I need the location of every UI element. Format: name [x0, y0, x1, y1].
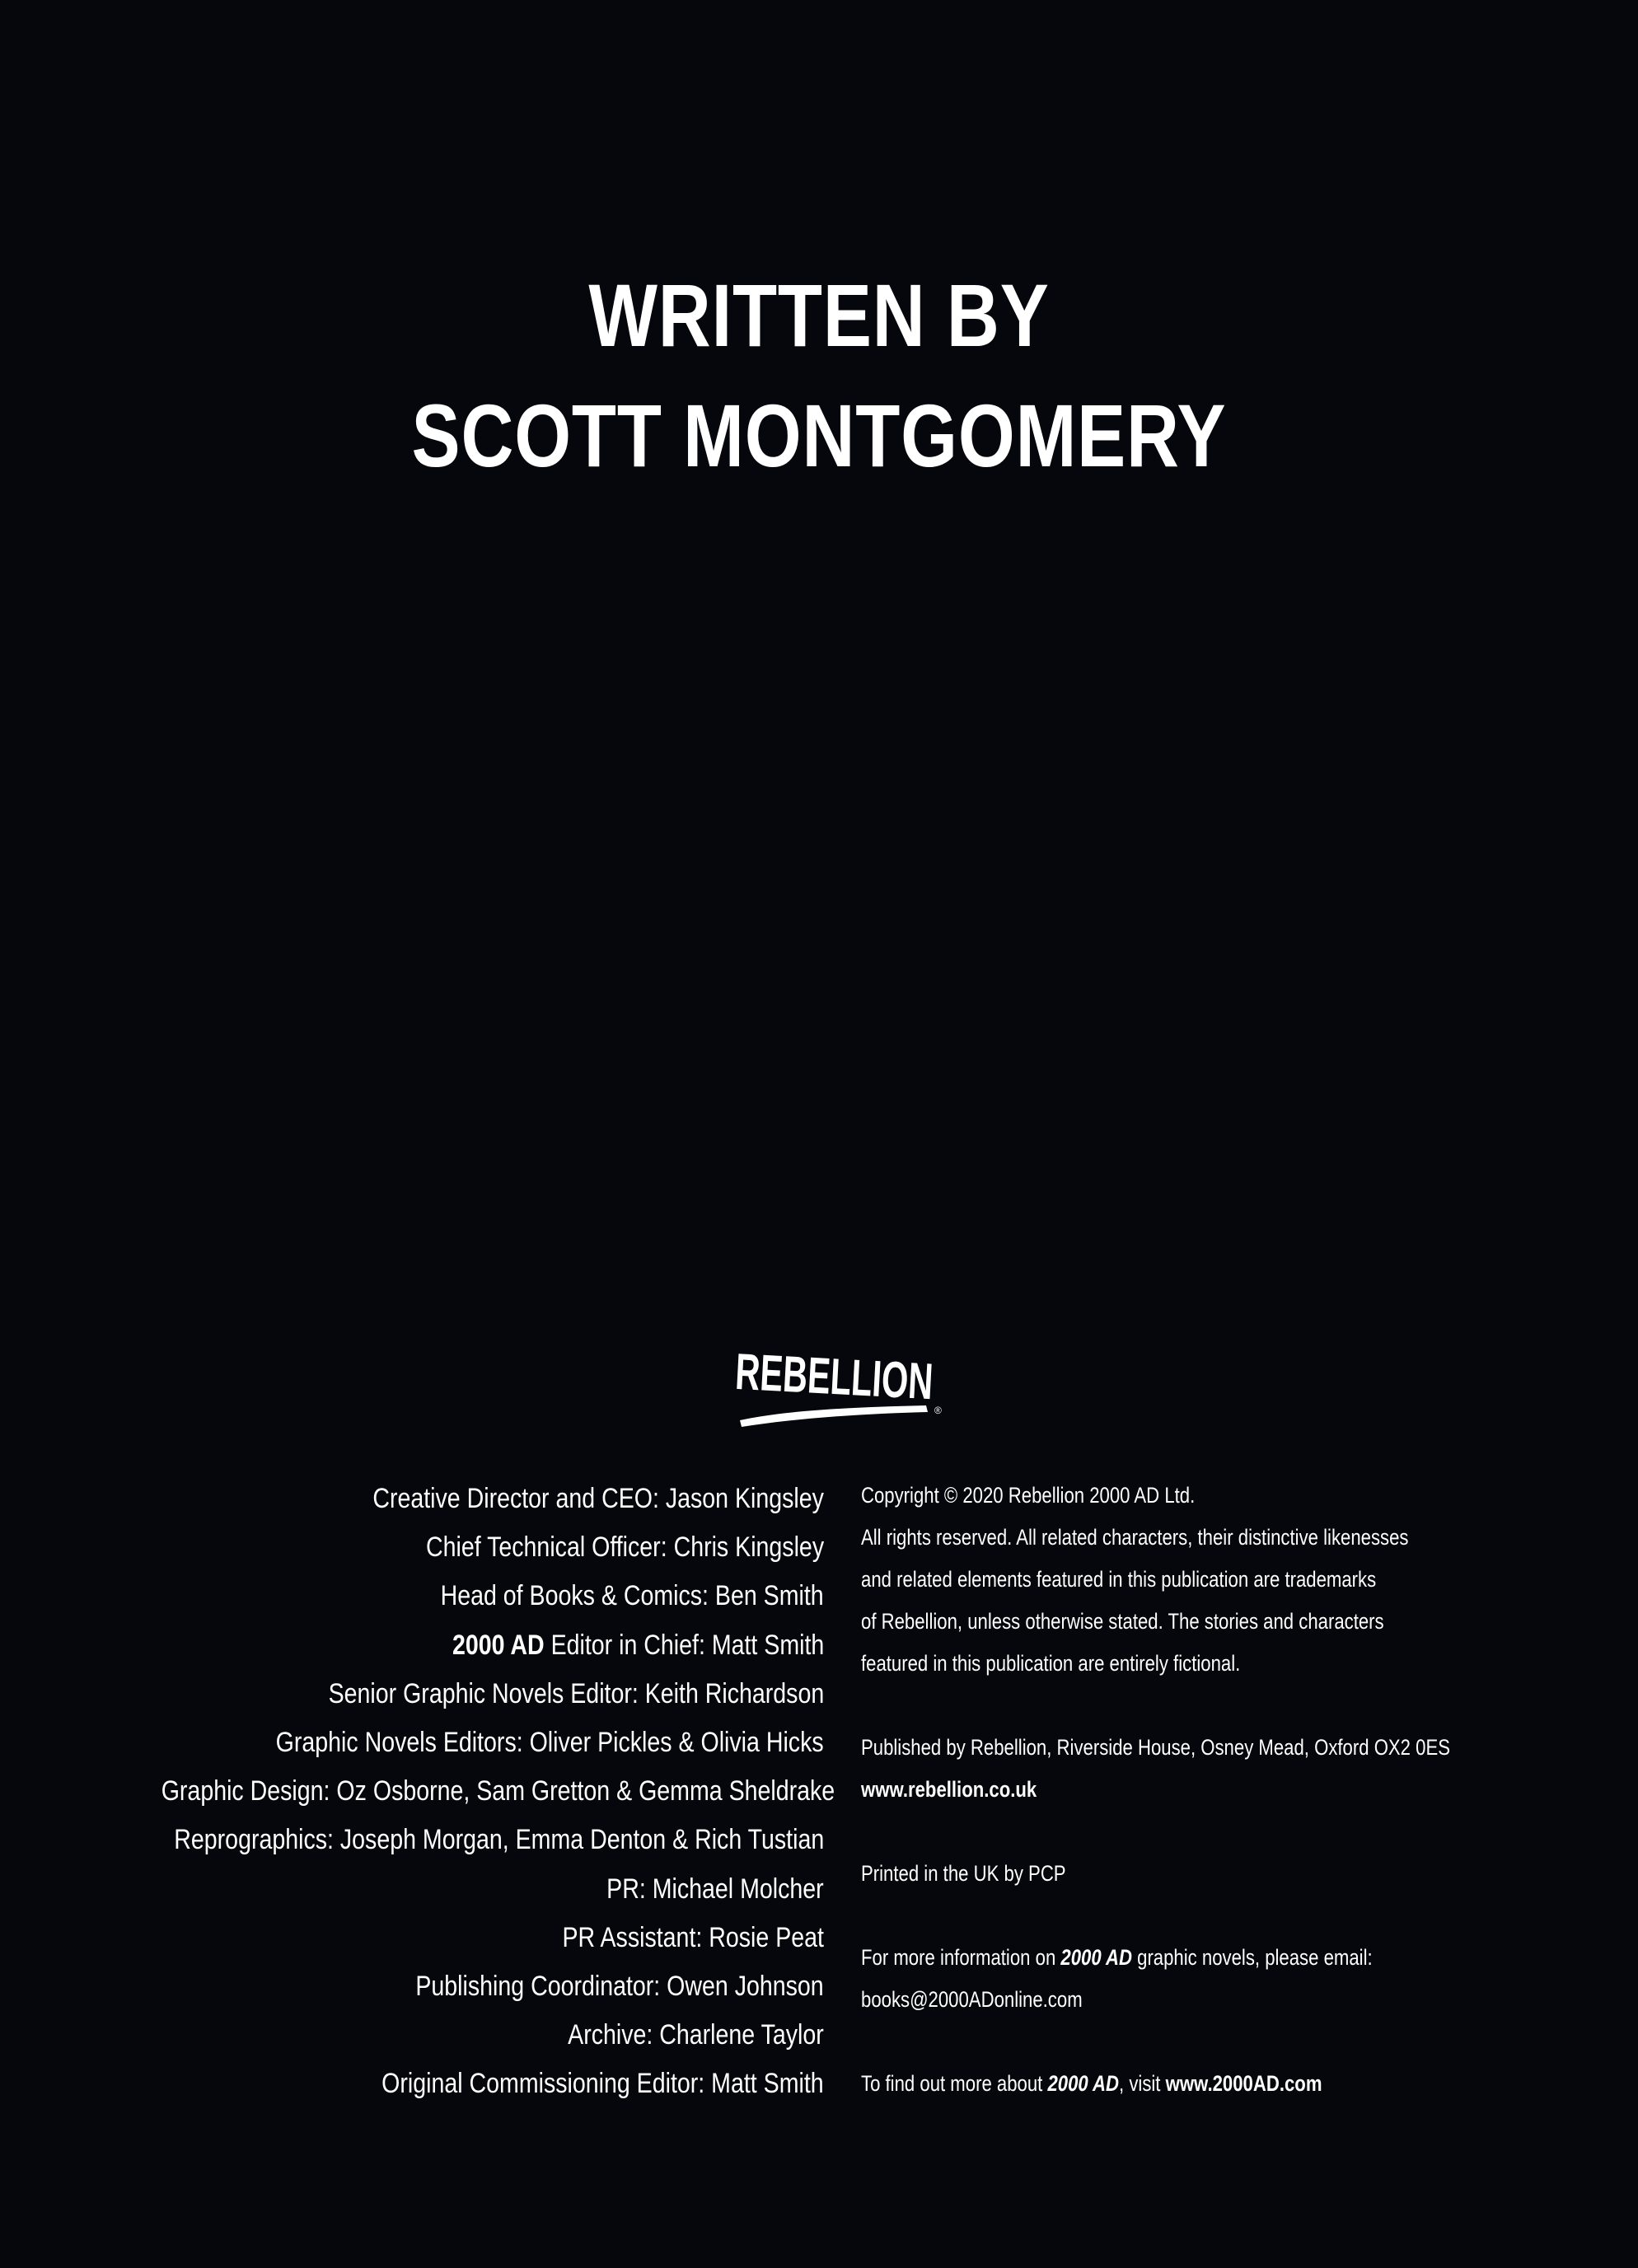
- credit-line: [452, 1621, 824, 1670]
- credit-line: [382, 2060, 824, 2108]
- credit-text: Chief Technical Officer: Chris Kingsley: [425, 1531, 824, 1564]
- credit-text: Creative Director and CEO: Jason Kingsley: [372, 1483, 824, 1514]
- credit-text: Graphic Design: Oz Osborne, Sam Gretton & Gemma Sheldrake: [161, 1775, 835, 1807]
- rights-line-1: All rights reserved. All related characters, their distinctive likenesses: [861, 1525, 1409, 1550]
- rights-line-3: of Rebellion, unless otherwise stated. The stories and characters: [861, 1609, 1384, 1634]
- credit-line: [161, 1767, 835, 1816]
- rebellion-logo: [728, 1335, 943, 1433]
- brand-2000ad: 2000 AD: [1047, 2071, 1120, 2096]
- credit-prefix-brand: 2000 AD: [452, 1629, 545, 1661]
- brand-2000ad: 2000 AD: [1060, 1945, 1132, 1970]
- printer-line: Printed in the UK by PCP: [861, 1861, 1066, 1886]
- 2000ad-website-link[interactable]: www.2000AD.com: [1165, 2071, 1322, 2096]
- contact-email-link[interactable]: books@2000ADonline.com: [861, 1987, 1083, 2012]
- credit-text: Archive: Charlene Taylor: [568, 2019, 824, 2051]
- title-line-author: SCOTT MONTGOMERY: [411, 386, 1227, 485]
- publication-info: [861, 1475, 1619, 2105]
- credit-text: Editor in Chief: Matt Smith: [544, 1629, 824, 1661]
- credit-line: [563, 1914, 824, 1962]
- rebellion-website-link[interactable]: www.rebellion.co.uk: [861, 1777, 1037, 1802]
- rebellion-logo-registered-mark: ®: [934, 1405, 942, 1416]
- rights-line-2: and related elements featured in this publication are trademarks: [861, 1567, 1377, 1592]
- find-out-more-line: To find out more about 2000 AD, visit www.2000AD.com: [861, 2071, 1322, 2096]
- credit-text: PR Assistant: Rosie Peat: [562, 1921, 824, 1953]
- credit-text: Reprographics: Joseph Morgan, Emma Denton & Rich Tustian: [174, 1824, 824, 1856]
- publisher-address: Published by Rebellion, Riverside House, Osney Mead, Oxford OX2 0ES: [861, 1735, 1450, 1760]
- copyright-line: Copyright © 2020 Rebellion 2000 AD Ltd.: [861, 1483, 1196, 1508]
- credit-line: [276, 1719, 824, 1767]
- credit-line: [372, 1475, 824, 1523]
- credit-line: [426, 1523, 824, 1572]
- credit-line: [441, 1572, 824, 1620]
- more-info-line: For more information on 2000 AD graphic novels, please email:: [861, 1945, 1373, 1970]
- credit-text: Graphic Novels Editors: Oliver Pickles & Olivia Hicks: [276, 1727, 824, 1759]
- credit-line: [568, 2011, 824, 2060]
- credit-line: [328, 1670, 824, 1719]
- title-line-written-by: WRITTEN BY: [588, 265, 1050, 365]
- rebellion-logo-graphic: [728, 1335, 943, 1433]
- credit-line: [174, 1816, 824, 1864]
- credit-line: [607, 1865, 824, 1914]
- credit-text: Senior Graphic Novels Editor: Keith Richardson: [328, 1677, 824, 1709]
- rights-line-4: featured in this publication are entirely fictional.: [861, 1651, 1241, 1676]
- rebellion-logo-wordmark: REBELLION: [733, 1343, 943, 1416]
- rebellion-logo-underline: [740, 1405, 928, 1427]
- credit-text: Head of Books & Comics: Ben Smith: [440, 1580, 824, 1612]
- credit-text: Publishing Coordinator: Owen Johnson: [415, 1971, 824, 2003]
- page-title: [147, 255, 1491, 496]
- credit-text: Original Commissioning Editor: Matt Smith: [381, 2068, 824, 2100]
- credit-text: PR: Michael Molcher: [606, 1873, 824, 1905]
- staff-credits: [33, 1475, 835, 2109]
- credit-line: [416, 1962, 824, 2011]
